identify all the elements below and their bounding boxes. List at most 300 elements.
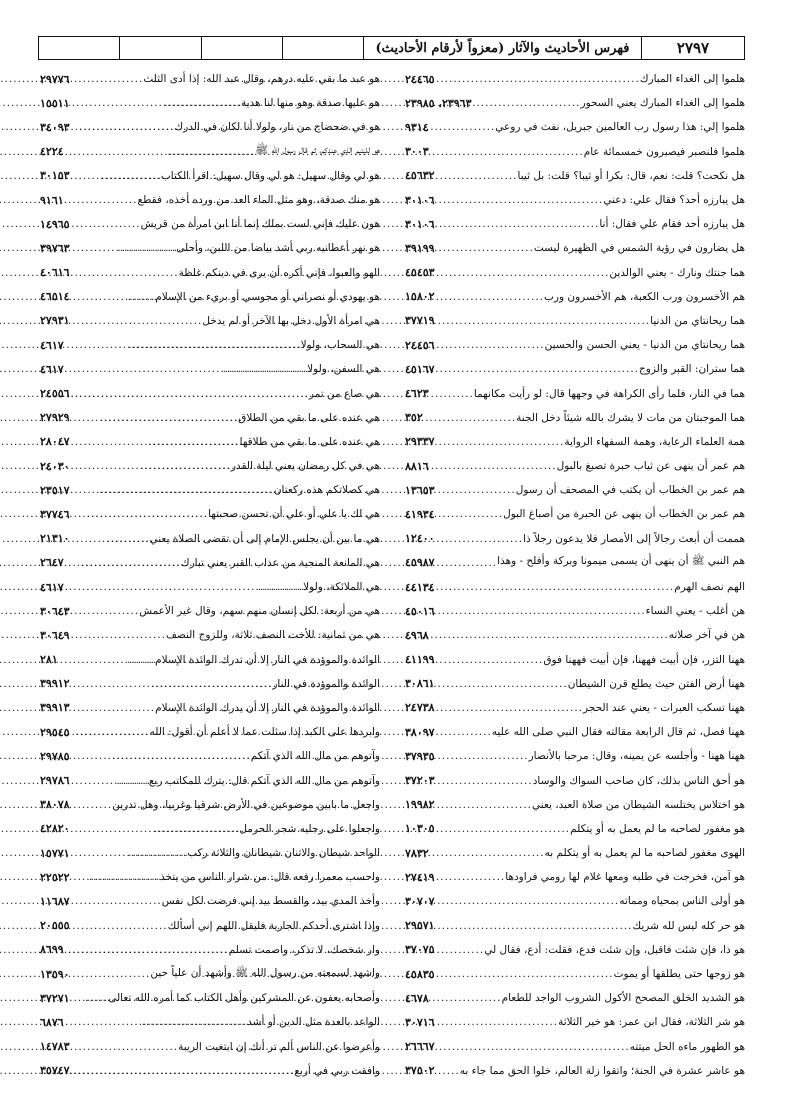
leader-dots [72,97,241,109]
header-blank-cell [39,37,119,59]
hadith-number: ٣٩٩١٣ [40,701,70,715]
hadith-number: ٢٢٥٢٢ [40,870,70,884]
leader-dots [66,146,256,158]
entry-text: واجعلوا على رجليه شجر الحرمل [239,822,380,835]
leader-dots [72,871,160,883]
entry-text: وإذا اشترى أحدكم الجارية فليقل اللهم إني أسألك [167,919,380,932]
entry-text: هم الأخسرون ورب الكعبة، هم الأخسرون ورب [544,290,745,303]
entry-text: هو منك صدقة، وهو مثل الماء العد من ورده أخذه، فقطع [137,194,380,207]
hadith-number: ٣٧٧١٩ [405,314,435,328]
index-entry [40,164,380,188]
entry-text: هو عبد ما بقي عليه درهم، وقال عبد الله: إذا أدى الثلث [143,73,380,86]
hadith-number: ١٤٧٨٣ [40,1040,70,1054]
hadith-number: ٢٧٩٣١ [40,314,70,328]
leader-dots [72,218,141,230]
index-entry [40,768,380,792]
index-entry [40,575,380,599]
hadith-number: ٢٦٤٧ [40,556,64,570]
entry-text: هون عليك فإني لست بملك إنما أنا ابن امرأة من قريش [140,218,380,231]
leader-dots [473,97,580,109]
hadith-number: ٣٠٨٦١ [405,677,435,691]
index-entry [405,430,745,454]
entry-text: هي في كل رمضان يعني ليلة القدر [230,460,380,473]
index-entry [405,406,745,430]
entry-text: هم النبي ﷺ أن ينهى أن يسمى ميمونا وبركة وأفلح - وهذا [497,555,745,568]
leader-dots [437,702,583,714]
leader-dots [72,895,162,907]
hadith-number: ٢٩٧٧٦ [40,72,70,86]
hadith-number: ٢٧٩٢٩ [40,411,70,425]
hadith-number: ٢٤٧٣٨ [405,701,435,715]
index-entry [405,1035,745,1059]
index-entry [40,309,380,333]
entry-text: هلموا إلى الغداء المبارك يعني السحور [580,97,745,110]
index-entry [40,817,380,841]
entry-text: هي كصلاتكم هذه ركعتان [273,484,380,497]
leader-dots [431,121,496,133]
entry-text: هما في النار، فلما رأى الكراهة في وجهها قال: لو رأيت مكانهما [473,387,745,400]
entry-text: هي السحاب، ولولا [300,339,380,352]
entry-text: هو في ضحضاح من نار، ولولا أنا لكان في الدرك [174,121,380,134]
entry-text: هو آمن، فخرجت في طلبه ومعها غلام لها رومي فراودها [505,871,745,884]
index-entry [405,236,745,260]
index-entry [40,889,380,913]
leader-dots [72,702,156,714]
index-entry [405,914,745,938]
hadith-number: ٣٩٧٦٣ [40,241,70,255]
index-entry [405,333,745,357]
hadith-number: ٢٩٥٧١ [405,919,435,933]
leader-dots [437,363,639,375]
hadith-number: ٢٩٧٨٥ [40,749,70,763]
index-entry [405,768,745,792]
leader-dots [437,436,565,448]
index-entry [405,1010,745,1034]
index-entry [40,696,380,720]
index-entry [405,865,745,889]
hadith-number: ٤٢٢٤ [40,145,64,159]
hadith-number: ٣٧٢٧١ [40,991,70,1005]
entry-text: هلموا إلى الغداء المبارك [639,73,745,86]
entry-text: الوائدة والموؤدة في النار إلا أن يدرك الوائدة الإسلام [155,701,380,714]
hadith-number: ٤٦٥١٤ [40,290,70,304]
hadith-number: ٣٧٢٠٣ [405,774,435,788]
index-entry [405,188,745,212]
hadith-number: ٤٦١٧ [40,338,64,352]
entry-text: الهوى مغفور لصاحبه ما لم يعمل به أو يتكلم به [544,847,745,860]
index-entry [40,478,380,502]
hadith-number: ٣٠١٥٣ [40,169,70,183]
index-entry [405,841,745,865]
index-entry [40,938,380,962]
hadith-number: ١٥٧٧١ [40,846,70,860]
index-entry [405,67,745,91]
leader-dots [437,315,651,327]
entry-text: هلموا فلنصبر فيصبرون خمسمائة عام [583,145,745,158]
index-entry [40,744,380,768]
entry-text: هو حر كله ليس لله شريك [632,919,745,932]
index-entry [405,599,745,623]
leader-dots [72,775,149,787]
entry-text: وآتوهم من مال الله الذي آتكم [250,750,380,763]
entry-text: هي من ثمانية: للأخت النصف ثلاثة، وللزوج النصف [165,629,380,642]
index-entry [405,744,745,768]
leader-dots [72,170,161,182]
hadith-number: ٤٥٦٣٢ [405,169,435,183]
hadith-number: ٣٨٠٧٨ [40,798,70,812]
leader-dots [437,533,524,545]
index-entry [405,115,745,139]
entry-text: هي الملائكة، ولولا [303,581,380,594]
index-entry [40,914,380,938]
leader-dots [66,944,229,956]
index-entry [405,720,745,744]
entry-text: وآتوهم من مال الله الذي آتكم قال: يترك للمكاتب ربع [148,774,380,787]
index-entry [40,285,380,309]
hadith-number: ٢٤٤٦٥ [405,72,435,86]
entry-text: هي لك يا علي أو علي أن تحسن صحبتها [208,508,380,521]
leader-dots [72,678,273,690]
entry-text: هما الموجبتان من مات لا يشرك بالله شيئاً دخل الجنة [516,411,745,424]
index-entry [40,793,380,817]
hadith-number: ٤٦٢٣ [405,387,429,401]
leader-dots [437,194,604,206]
leader-dots [437,267,610,279]
index-entry [405,648,745,672]
leader-dots [437,170,518,182]
entry-text: وأعرضوا عن الناس ألم تر أنك إن ابتغيت الريبة [178,1040,380,1053]
index-entry [40,672,380,696]
leader-dots [72,992,109,1004]
entry-text: وار شخصك، لا تذكر، واصمت تسلم [228,943,380,956]
entry-text: همة العلماء الرعاية، وهمة السفهاء الرواية [564,435,745,448]
hadith-number: ٤٦٧٨ [405,991,429,1005]
entry-text: هما ستران: القبر والزوج [639,363,745,376]
index-entry [40,454,380,478]
index-entry [405,672,745,696]
hadith-number: ٣٤٠٩٣ [40,120,70,134]
hadith-number: ٢٦٦٦٧ [405,1040,435,1054]
hadith-number: ٣٨٠٩٧ [405,725,435,739]
page-title: فهرس الأحاديث والآثار (معزواً لأرقام الأحاديث) [363,37,641,59]
index-entry [405,962,745,986]
leader-dots [72,73,144,85]
leader-dots [437,799,532,811]
entry-text: هم عمر أن ينهى عن ثياب حبرة تصبغ بالبول [556,460,745,473]
index-entry [405,551,745,575]
index-entry [40,962,380,986]
index-entry [405,889,745,913]
leader-dots [72,799,113,811]
hadith-number: ١٥٨٠٢ [405,290,435,304]
index-column-left [40,67,380,1083]
page-number: ٢٧٩٧ [641,37,744,59]
index-entry [405,696,745,720]
index-entry [405,91,745,115]
entry-text: واجعل ما بابين موضوعين في الأرض شرقيا وغربيا، وهل تدرين [112,798,380,811]
leader-dots [437,750,529,762]
leader-dots [72,484,274,496]
index-entry [405,575,745,599]
entry-text: ههنا فصل، ثم قال الرابعة مقالته فقال النبي صلى الله عليه [491,726,745,739]
entry-text: الهو والعبوا، فإني أكره أن يرى في دينكم غلظة [178,266,380,279]
leader-dots [437,339,545,351]
leader-dots [437,557,498,569]
entry-text: هي من أربعة: لكل إنسان منهم سهم، وقال غير الأعمش [139,605,380,618]
hadith-number: ٣٩٩١٢ [40,677,70,691]
hadith-number: ٣٠٦٤٣ [40,604,70,618]
hadith-number: ٩٣١٤ [405,120,429,134]
entry-text: هو عليها صدقة وهو منها لنا هدية [240,97,380,110]
leader-dots [72,1041,179,1053]
leader-dots [437,291,544,303]
entry-text: وافقت ربي في أربع [294,1064,380,1077]
leader-dots [72,726,150,738]
leader-dots [437,218,600,230]
hadith-number: ٣٠١٠٦ [405,193,435,207]
leader-dots [437,944,485,956]
hadith-number: ٤٠٦١٦ [40,266,70,280]
entry-text: هي عنده على ما بقي من الطلاق [238,411,380,424]
leader-dots [72,315,203,327]
index-entry [40,91,380,115]
entry-text: الوائدة والموؤدة في النار [272,677,380,690]
entry-text: الواعد بالعدة مثل الدين أو أشد [247,1016,380,1029]
entry-text: هممت أن أبعث رجالاً إلى الأمصار فلا يدعون رجلاً ذا [523,532,745,545]
index-entry [40,212,380,236]
index-entry [40,527,380,551]
hadith-number: ٢٩٥٤٥ [40,725,70,739]
hadith-number: ٣٠٠٣ [405,145,429,159]
index-entry [40,1035,380,1059]
entry-text: هم عمر بن الخطاب أن يكتب في المصحف أن رسول [515,484,745,497]
entry-text: هما جنتك ونارك - يعني الوالدين [609,266,745,279]
index-entry [405,527,745,551]
index-entry [405,817,745,841]
leader-dots [72,750,251,762]
entry-text: هي السفن، ولولا [307,363,380,376]
leader-dots [60,654,155,666]
hadith-number: ٤٦١٧ [40,580,64,594]
leader-dots [66,363,308,375]
entry-text: هو لي وقال سهيل: هو لي وقال سهيل: اقرأ الكتاب [160,169,380,182]
hadith-number: ٤٢٨٢٠ [40,822,70,836]
entry-text: واحسب معمرا رفعه قال: من شرار الناس من يتخذ [160,871,380,884]
index-entry [40,865,380,889]
index-entry [405,309,745,333]
hadith-number: ٢٤٥٥٦ [40,387,70,401]
leader-dots [437,654,544,666]
leader-dots [431,460,557,472]
hadith-number: ٤٥٩٨٧ [405,556,435,570]
entry-text: هل يضارون في رؤية الشمس في الظهيرة ليست [533,242,745,255]
hadith-number: ٢٩٧٨٦ [40,774,70,788]
hadith-number: ٤٦١٧ [40,362,64,376]
leader-dots [72,508,209,520]
leader-dots [437,73,640,85]
entry-text: هي المانعة المنجية من عذاب القبر يعني تبارك [180,556,380,569]
index-entry [40,430,380,454]
entry-text: ههنا ههنا - وأجلسه عن يمينه، وقال: مرحبا بالأنصار [528,750,745,763]
entry-text: هي امرأة الأول دخل بها الآخر أو لم يدخل [202,314,380,327]
leader-dots [66,194,138,206]
index-entry [40,357,380,381]
index-entry [40,1010,380,1034]
entry-text: هو زوجها حتى يطلقها أو يموت [613,968,745,981]
entry-text: هو شر الثلاثة، فقال ابن عمر: هو خير الثلاثة [558,1016,745,1029]
index-entry [40,720,380,744]
entry-text: هو ذا، فإن شئت فاقبل، وإن شئت فدع، فقلت: أدع، فقال لي [484,943,745,956]
hadith-number: ٣٥٢ [405,411,423,425]
leader-dots [437,242,534,254]
hadith-number: ٣٩١٩٩ [405,241,435,255]
leader-dots [437,726,492,738]
leader-dots [431,992,502,1004]
index-entry [405,793,745,817]
hadith-number: ١٩٩٨٢ [405,798,435,812]
entry-text: وأصحابه يعفون عن المشركين وأهل الكتاب كما أمره الله تعالى [108,992,380,1005]
entry-text: هو مغفور لصاحبه ما لم يعمل به أو يتكلم [570,822,745,835]
index-entry [40,551,380,575]
entry-text: هي عنده على ما بقي من طلاقها [239,435,380,448]
entry-text: هو لليتيم الذي عندكم، ثم قال رسول الله ﷺ [255,144,380,157]
entry-text: هو أحق الناس بذلك، كان صاحب السواك والوساد [532,774,745,787]
index-entry [40,381,380,405]
index-entry [40,599,380,623]
index-entry [405,623,745,647]
entry-text: هن أغلب - يعني النساء [645,605,745,618]
entry-text: هو الطهور ماءه الحل ميتته [629,1040,745,1053]
leader-dots [72,847,188,859]
index-entry [40,261,380,285]
leader-dots [431,629,669,641]
entry-text: الهم نصف الهرم [674,581,745,594]
hadith-number: ٦٨٧٦ [40,1015,64,1029]
index-entry [405,212,745,236]
header-blank-cell [119,37,200,59]
leader-dots [72,267,179,279]
index-entry [405,502,745,526]
index-entry [40,67,380,91]
leader-dots [437,1065,460,1077]
index-entry [40,986,380,1010]
entry-text: وأخذ المدي بيد، والقسط بيد إني فرضت لكل نفس [161,895,380,908]
entry-text: هو نهر أعطانيه ربي أشد بياضا من اللبن، وأحلى [176,242,380,255]
hadith-number: ٤١١٩٩ [405,653,435,667]
leader-dots [437,920,633,932]
index-entry [405,1059,745,1083]
hadith-number: ١٠٣٠٥ [405,822,435,836]
entry-text: وابردها على الكبد إذا سئلت عما لا أعلم أن أقول: الله [149,726,380,739]
entry-text: هلموا إلي: هذا رسول رب العالمين جبريل، نفث في روعي [495,121,745,134]
leader-dots [431,388,474,400]
entry-text: هما ريحانتاي من الدنيا [650,314,745,327]
entry-text: ههنا أرض الفتن حيث يطلع قرن الشيطان [567,677,745,690]
hadith-number: ٤٤١٣٤ [405,580,435,594]
index-entry [405,986,745,1010]
leader-dots [72,388,309,400]
entry-text: هما ريحانتاي من الدنيا - يعني الحسن والحسين [544,339,745,352]
leader-dots [437,1016,559,1028]
index-entry [405,454,745,478]
leader-dots [66,581,304,593]
hadith-number: ٣٧٩٣٥ [405,749,435,763]
entry-text: هل يبارزه أحد؟ فقال علي: دعني [603,194,745,207]
hadith-number: ١٣٦٥٣ [405,483,435,497]
index-entry [40,502,380,526]
leader-dots [72,242,177,254]
hadith-number: ٣٥٧٤٧ [40,1064,70,1078]
hadith-number: ٨٨١٦ [405,459,429,473]
leader-dots [72,968,151,980]
hadith-number: ١١٦٨٧ [40,894,70,908]
leader-dots [425,412,516,424]
index-column-right [405,67,745,1083]
leader-dots [437,678,568,690]
hadith-number: ٩١٦١ [40,193,64,207]
leader-dots [431,847,545,859]
hadith-number: ٢١٣١٠ [40,532,70,546]
hadith-number: ٢٨١ [40,653,58,667]
index-entry [40,648,380,672]
hadith-number: ٤٩٦٨ [405,628,429,642]
leader-dots [72,823,240,835]
leader-dots [437,605,646,617]
index-entry [40,406,380,430]
leader-dots [72,605,140,617]
entry-text: هو عاشر عشرة في الجنة؛ واتقوا زلة العالم، خلوا الحق مما جاء به [459,1064,745,1077]
leader-dots [72,121,175,133]
index-entry [40,333,380,357]
hadith-number: ١٤٩٦٥ [40,217,70,231]
hadith-number: ٢٠٥٥٥ [40,919,70,933]
leader-dots [72,436,240,448]
leader-dots [72,291,156,303]
entry-text: هو اختلاس يختلسه الشيطان من صلاة العبد، يعني [532,798,745,811]
leader-dots [437,895,620,907]
leader-dots [437,775,533,787]
entry-text: ههنا التزر، فإن أبيت فههنا، فإن أبيت فههنا فوق [543,653,745,666]
hadith-number: ٤٥٤٥٣ [405,266,435,280]
hadith-number: ٣٠١٠٦ [405,217,435,231]
leader-dots [437,1041,630,1053]
hadith-number: ٣٠٦٤٩ [40,628,70,642]
hadith-number: ٤٥٠١٦ [405,604,435,618]
hadith-number: ٢٣٩٦٣، ٢٣٩٨٥ [405,96,472,110]
header-blank-cell [282,37,363,59]
index-entry [405,261,745,285]
index-entry [405,478,745,502]
leader-dots [437,968,614,980]
hadith-number: ٤٥١٦٧ [405,362,435,376]
leader-dots [66,557,181,569]
entry-text: هل يبارزه أحد فقام علي فقال: أنا [599,218,745,231]
leader-dots [437,484,516,496]
leader-dots [72,920,168,932]
entry-text: هي صاع من تمر [308,387,380,400]
leader-dots [437,508,504,520]
hadith-number: ٨٦٩٩ [40,943,64,957]
index-entry [40,115,380,139]
hadith-number: ٣٧٠٧٥ [405,943,435,957]
entry-text: هو أولى الناس بمحياه ومماته [619,895,745,908]
leader-dots [431,146,584,158]
index-entry [405,164,745,188]
index-entry [40,623,380,647]
hadith-number: ١٥٥١١ [40,96,70,110]
page-header [38,36,745,60]
leader-dots [437,823,571,835]
